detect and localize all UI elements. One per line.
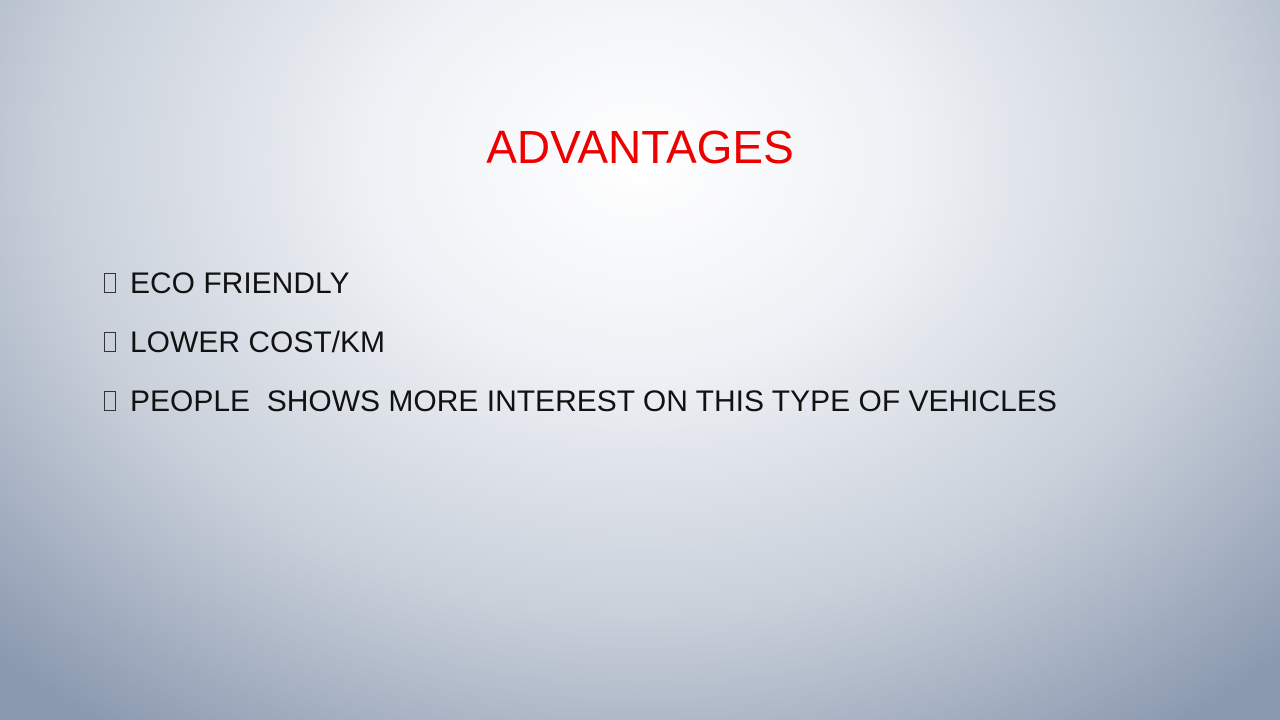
bullet-text: PEOPLE SHOWS MORE INTEREST ON THIS TYPE OF VEHICLES	[130, 384, 1057, 418]
missing-glyph-bullet-icon	[104, 391, 116, 411]
missing-glyph-bullet-icon	[104, 273, 116, 293]
bullet-text: LOWER COST/KM	[130, 325, 386, 359]
bullet-item	[104, 372, 1057, 431]
bullet-text: ECO FRIENDLY	[130, 266, 350, 300]
bullet-item	[104, 254, 1057, 313]
missing-glyph-bullet-icon	[104, 332, 116, 352]
slide-title: ADVANTAGES	[486, 121, 794, 173]
bullet-item	[104, 313, 1057, 372]
bullet-list	[104, 254, 1057, 431]
